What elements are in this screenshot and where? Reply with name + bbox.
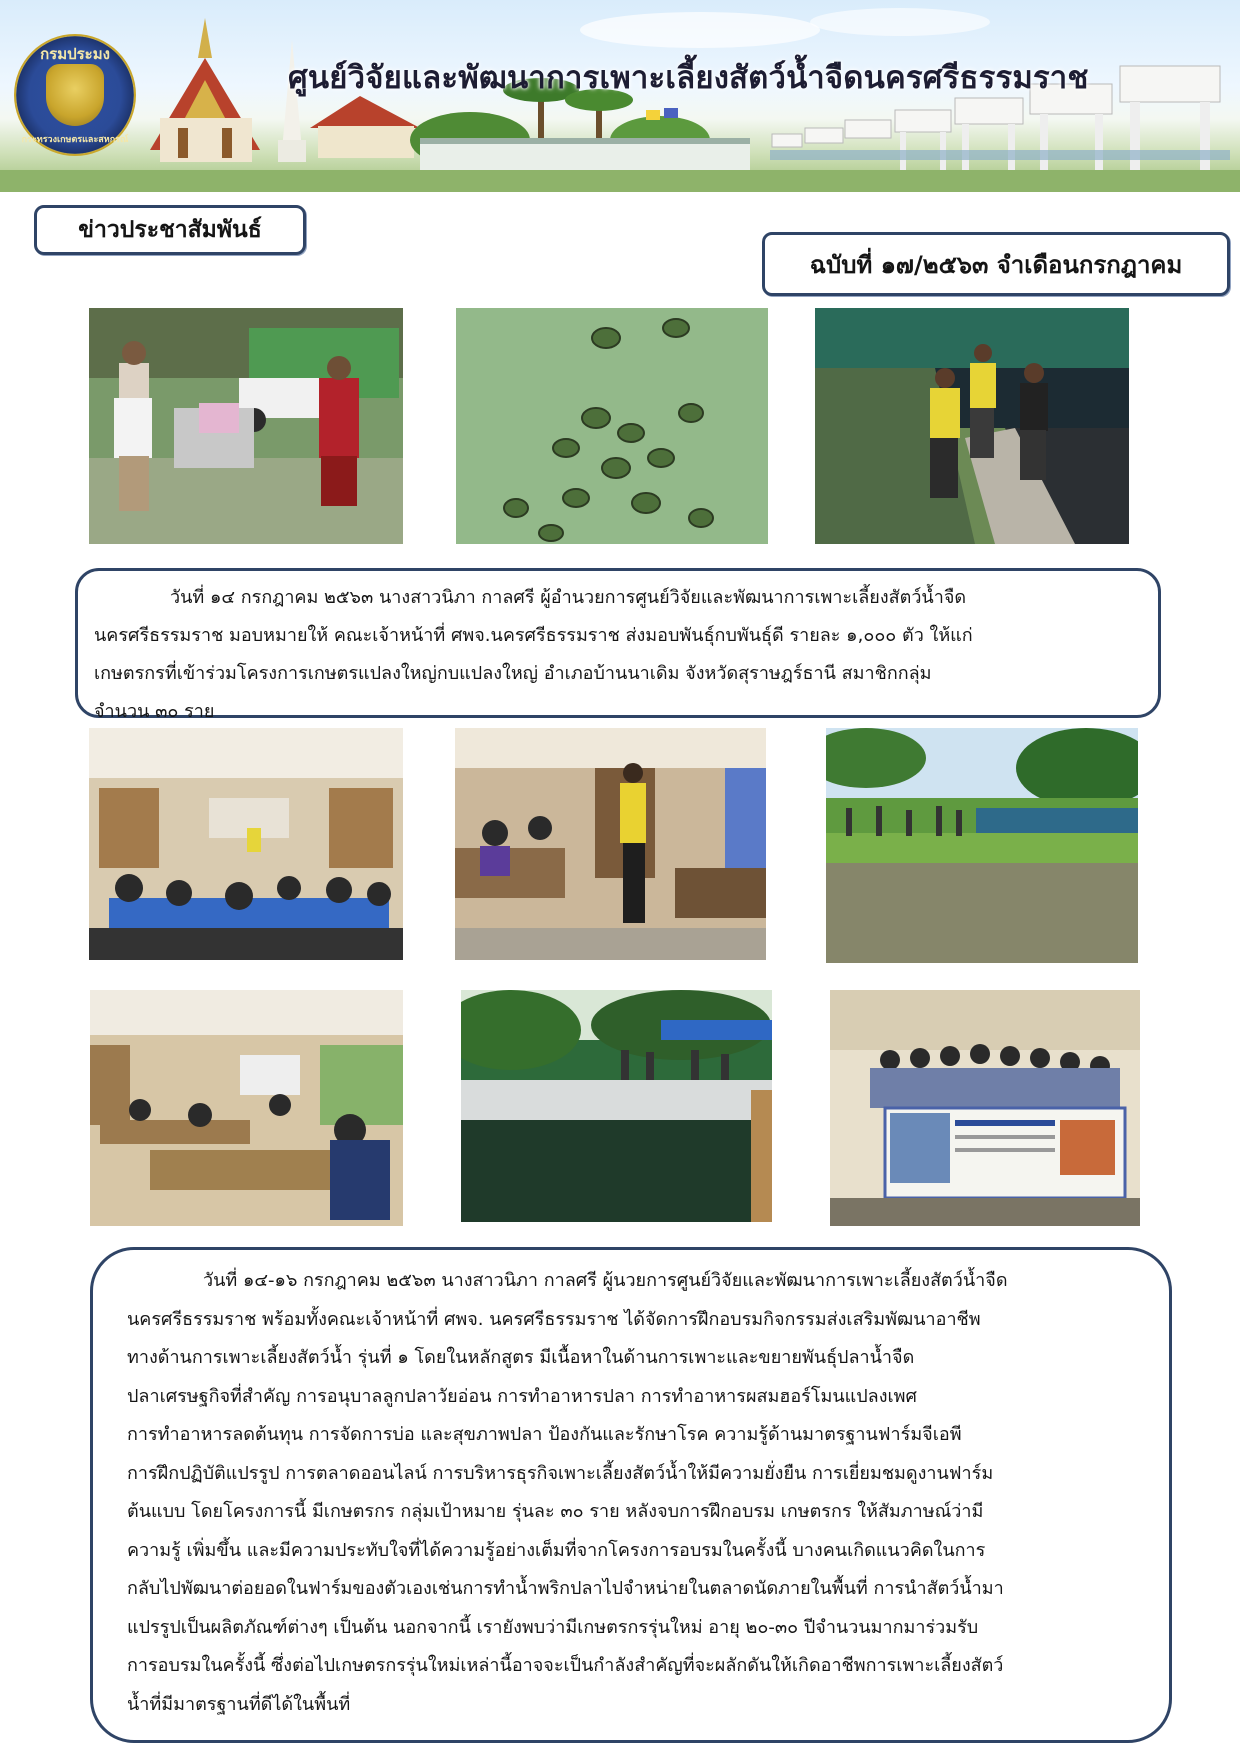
article2-box: [90, 1247, 1172, 1743]
news-type-label: ข่าวประชาสัมพันธ์: [34, 205, 306, 255]
article1-line: วันที่ ๑๔ กรกฎาคม ๒๕๖๓ นางสาวนิภา กาลศรี ผู้อำนวยการศูนย์วิจัยและพัฒนาการเพาะเลี้ยงสัตว์น้ำจืด: [170, 587, 967, 608]
article2-line: น้ำที่มีมาตรฐานที่ดีได้ในพื้นที่: [127, 1693, 351, 1715]
article1-line: เกษตรกรที่เข้าร่วมโครงการเกษตรแปลงใหญ่กบแปลงใหญ่ อำเภอบ้านนาเดิม จังหวัดสุราษฎร์ธานี สมาชิกกลุ่ม: [94, 663, 932, 684]
speaker-training-photo: [455, 728, 766, 960]
frogs-in-water-photo: [456, 308, 768, 544]
header-banner: [0, 0, 1240, 192]
article1-box: [75, 568, 1161, 722]
seal-bottom-text: กระทรวงเกษตรและสหกรณ์: [21, 135, 129, 145]
department-seal-icon: [16, 36, 134, 154]
seal-top-text: กรมประมง: [40, 45, 110, 63]
article2-line: ต้นแบบ โดยโครงการนี้ มีเกษตรกร กลุ่มเป้าหมาย รุ่นละ ๓๐ ราย หลังจบการฝึกอบรม เกษตรกร ให้สัมภาษณ์ว่ามี: [127, 1501, 984, 1522]
article2-line: ความรู้ เพิ่มขึ้น และมีความประทับใจที่ได้ความรู้อย่างเต็มที่จากโครงการอบรมในครั้งนี้ บางคนเกิดแนวคิดในการ: [127, 1539, 986, 1561]
article2-line: การฝึกปฏิบัติแปรรูป การตลาดออนไลน์ การบริหารธุรกิจเพาะเลี้ยงสัตว์น้ำให้มีความยั่งยืน การเยี่ยมชมดูงานฟาร์ม: [127, 1462, 994, 1484]
issue-label: ฉบับที่ ๑๗/๒๕๖๓ จำเดือนกรกฎาคม: [762, 232, 1230, 296]
article1-line: จำนวน ๓๐ ราย: [94, 701, 215, 722]
article2-line: วันที่ ๑๔-๑๖ กรกฎาคม ๒๕๖๓ นางสาวนิภา กาลศรี ผู้นวยการศูนย์วิจัยและพัฒนาการเพาะเลี้ยงสัตว์น้ำจืด: [203, 1270, 1008, 1291]
training-room-1-photo: [89, 728, 403, 960]
pond-visit-photo: [826, 728, 1138, 963]
article2-line: นครศรีธรรมราช พร้อมทั้งคณะเจ้าหน้าที่ ศพจ. นครศรีธรรมราช ได้จัดการฝึกอบรมกิจกรรมส่งเสริมพัฒนาอาชีพ: [127, 1308, 981, 1330]
training-room-2-photo: [90, 990, 403, 1226]
article2-line: ทางด้านการเพาะเลี้ยงสัตว์น้ำ รุ่นที่ ๑ โดยในหลักสูตร มีเนื้อหาในด้านการเพาะและขยายพันธุ์ปลาน้ำจืด: [127, 1347, 915, 1368]
article2-line: การอบรมในครั้งนี้ ซึ่งต่อไปเกษตรกรรุ่นใหม่เหล่านี้อาจจะเป็นกำลังสำคัญที่จะผลักดันให้เกิดอาชีพการเพาะเลี้ยงสัตว์: [127, 1655, 1004, 1676]
article2-line: การทำอาหารลดต้นทุน การจัดการบ่อ และสุขภาพปลา ป้องกันและรักษาโรค ความรู้ด้านมาตรฐานฟาร์มจีเอพี: [127, 1424, 962, 1445]
article1-line: นครศรีธรรมราช มอบหมายให้ คณะเจ้าหน้าที่ ศพจ.นครศรีธรรมราช ส่งมอบพันธุ์กบพันธุ์ดี รายละ ๑,๐๐๐ ตัว ให้แก่: [94, 625, 973, 646]
frog-handover-photo: [89, 308, 403, 544]
article2-line: กลับไปพัฒนาต่อยอดในฟาร์มของตัวเองเช่นการทำน้ำพริกปลาไปจำหน่ายในตลาดนัดภายในพื้นที่ การนำสัตว์น้ำมา: [127, 1578, 1004, 1599]
frog-pens-inspection-photo: [815, 308, 1129, 544]
article2-line: แปรรูปเป็นผลิตภัณฑ์ต่างๆ เป็นต้น นอกจากนี้ เรายังพบว่ามีเกษตรกรรุ่นใหม่ อายุ ๒๐-๓๐ ปีจำนวนมากมาร่วมรับ: [127, 1616, 979, 1638]
group-banner-photo: [830, 990, 1140, 1226]
center-title: ศูนย์วิจัยและพัฒนาการเพาะเลี้ยงสัตว์น้ำจืดนครศรีธรรมราช: [288, 60, 1089, 96]
tank-visit-photo: [461, 990, 772, 1222]
seal-emblem-icon: [46, 64, 104, 126]
article2-line: ปลาเศรษฐกิจที่สำคัญ การอนุบาลลูกปลาวัยอ่อน การทำอาหารปลา การทำอาหารผสมฮอร์โมนแปลงเพศ: [127, 1385, 917, 1407]
